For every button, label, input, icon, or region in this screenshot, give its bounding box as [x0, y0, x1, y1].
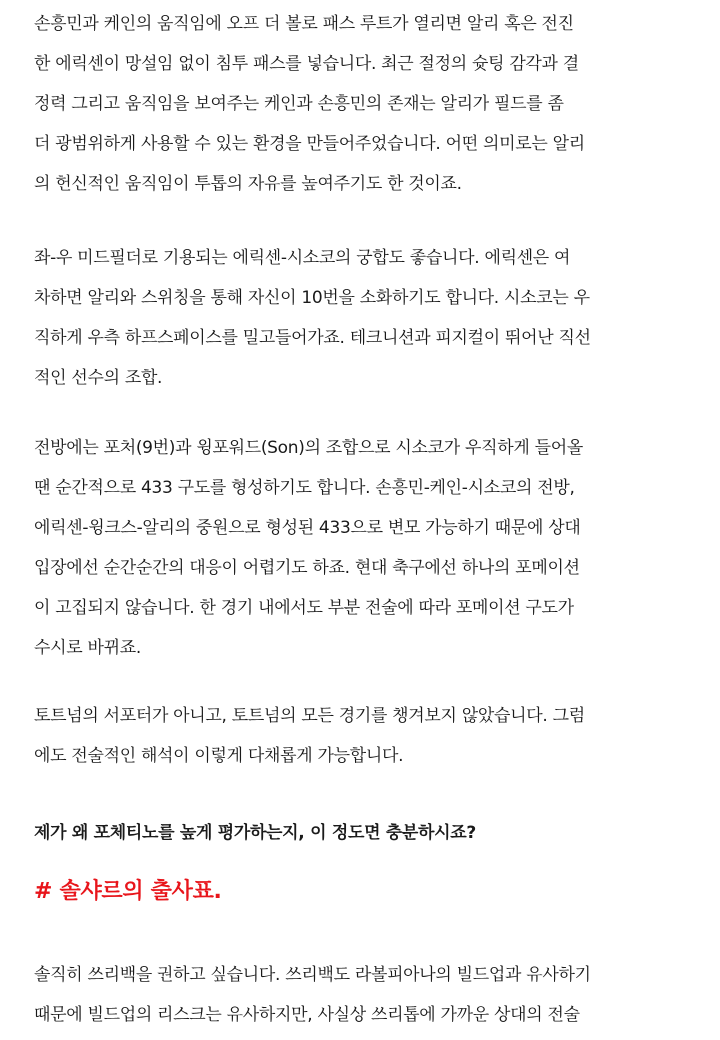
paragraph-eriksen-sissoko [34, 238, 591, 398]
text-line: 에릭센-윙크스-알리의 중원으로 형성된 433으로 변모 가능하기 때문에 상대 [34, 518, 581, 538]
text-line: 한 에릭센이 망설임 없이 침투 패스를 넣습니다. 최근 절정의 슛팅 감각과 결 [34, 54, 579, 74]
text-line: 전방에는 포처(9번)과 윙포워드(Son)의 조합으로 시소코가 우직하게 들어올 [34, 438, 583, 458]
text-line: 정력 그리고 움직임을 보여주는 케인과 손흥민의 존재는 알리가 필드를 좀 [34, 94, 564, 114]
text-line: 때문에 빌드업의 리스크는 유사하지만, 사실상 쓰리톱에 가까운 상대의 전술 [34, 1005, 580, 1025]
text-line: 좌-우 미드필더로 기용되는 에릭센-시소코의 궁합도 좋습니다. 에릭센은 여 [34, 248, 571, 268]
text-line: 손흥민과 케인의 움직임에 오프 더 볼로 패스 루트가 열리면 알리 혹은 전진 [34, 14, 574, 34]
text-line: 입장에선 순간순간의 대응이 어렵기도 하죠. 현대 축구에선 하나의 포메이션 [34, 558, 580, 578]
text-line: 더 광범위하게 사용할 수 있는 환경을 만들어주었습니다. 어떤 의미로는 알리 [34, 134, 585, 154]
text-line: 땐 순간적으로 433 구도를 형성하기도 합니다. 손흥민-케인-시소코의 전방, [34, 478, 575, 498]
paragraph-tactics-alli [34, 4, 585, 204]
paragraph-formation-433 [34, 428, 583, 668]
section-heading: # 솔샤르의 출사표. [34, 879, 222, 904]
paragraph-three-back [34, 955, 591, 1035]
text-line: 솔직히 쓰리백을 권하고 싶습니다. 쓰리백도 라볼피아나의 빌드업과 유사하기 [34, 965, 591, 985]
text-line: 에도 전술적인 해석이 이렇게 다채롭게 가능합니다. [34, 746, 404, 766]
text-line: 의 헌신적인 움직임이 투톱의 자유를 높여주기도 한 것이죠. [34, 174, 462, 194]
text-line: 직하게 우측 하프스페이스를 밀고들어가죠. 테크니션과 피지컬이 뛰어난 직선 [34, 328, 591, 348]
text-line: 적인 선수의 조합. [34, 368, 163, 388]
paragraph-supporter-note [34, 696, 585, 776]
text-line: 토트넘의 서포터가 아니고, 토트넘의 모든 경기를 챙겨보지 않았습니다. 그럼 [34, 706, 585, 726]
text-line: 차하면 알리와 스위칭을 통해 자신이 10번을 소화하기도 합니다. 시소코는 우 [34, 288, 590, 308]
bold-question: 제가 왜 포체티노를 높게 평가하는지, 이 정도면 충분하시죠? [34, 823, 476, 843]
text-line: 수시로 바뀌죠. [34, 638, 141, 658]
text-line: 이 고집되지 않습니다. 한 경기 내에서도 부분 전술에 따라 포메이션 구도가 [34, 598, 574, 618]
